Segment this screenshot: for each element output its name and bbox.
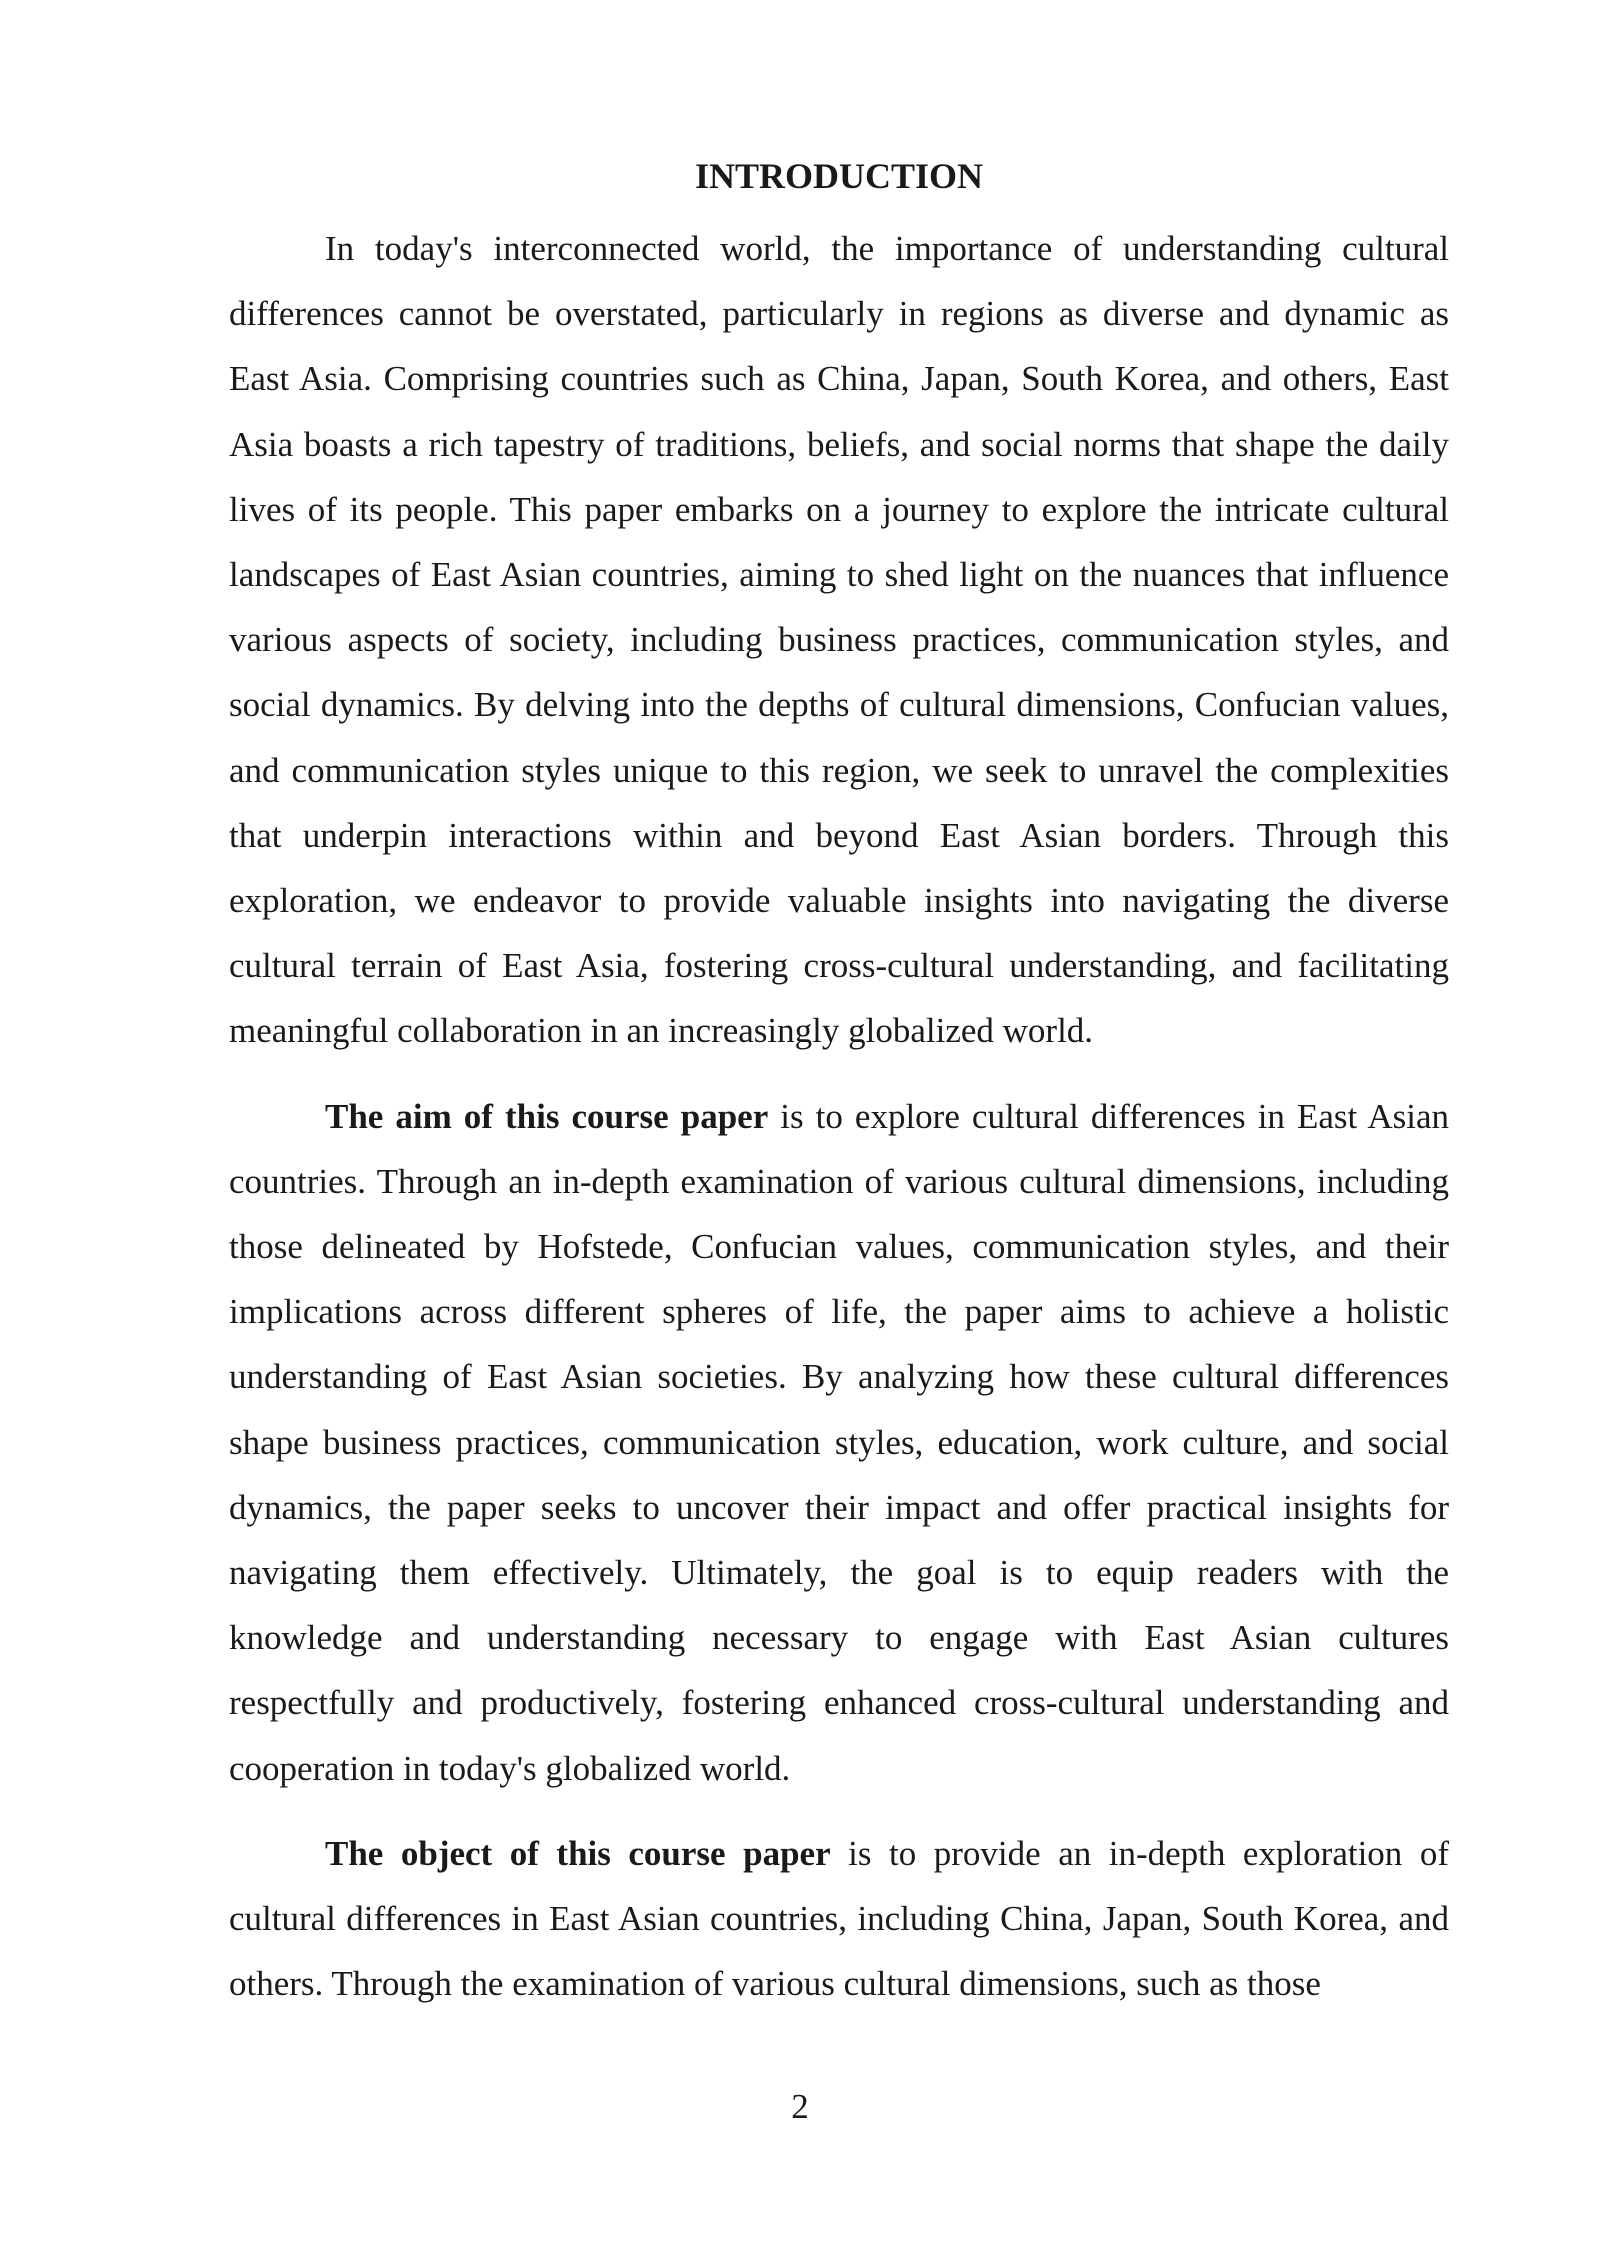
paragraph-lead: The aim of this course paper [325,1096,769,1136]
aim-paragraph [229,1084,1449,1801]
intro-paragraph [229,216,1449,1064]
paragraph-text: is to provide an in-depth exploration of cultural differences in East Asian countries, including China, Japan, South Korea, and others. Through the examination of various cultural dimensions, such as those [229,1833,1449,2004]
paragraph-text: is to explore cultural differences in East Asian countries. Through an in-depth examination of various cultural dimensions, including those delineated by Hofstede, Confucian values, communication styles, and their implications across different spheres of life, the paper aims to achieve a holistic understanding of East Asian societies. By analyzing how these cultural differences shape business practices, communication styles, education, work culture, and social dynamics, the paper seeks to uncover their impact and offer practical insights for navigating them effectively. Ultimately, the goal is to equip readers with the knowledge and understanding necessary to engage with East Asian cultures respectfully and productively, fostering enhanced cross-cultural understanding and cooperation in today's globalized world. [229,1096,1449,1788]
page-content [229,150,1449,2036]
object-paragraph [229,1821,1449,2017]
paragraph-text: In today's interconnected world, the importance of understanding cultural differences cannot be overstated, particularly in regions as diverse and dynamic as East Asia. Comprising countries such as China, Japan, South Korea, and others, East Asia boasts a rich tapestry of traditions, beliefs, and social norms that shape the daily lives of its people. This paper embarks on a journey to explore the intricate cultural landscapes of East Asian countries, aiming to shed light on the nuances that influence various aspects of society, including business practices, communication styles, and social dynamics. By delving into the depths of cultural dimensions, Confucian values, and communication styles unique to this region, we seek to unravel the complexities that underpin interactions within and beyond East Asian borders. Through this exploration, we endeavor to provide valuable insights into navigating the diverse cultural terrain of East Asia, fostering cross-cultural understanding, and facilitating meaningful collaboration in an increasingly globalized world. [229,229,1449,1051]
paragraph-lead: The object of this course paper [325,1833,831,1873]
page-number: 2 [791,2087,809,2126]
section-heading: INTRODUCTION [694,156,984,196]
